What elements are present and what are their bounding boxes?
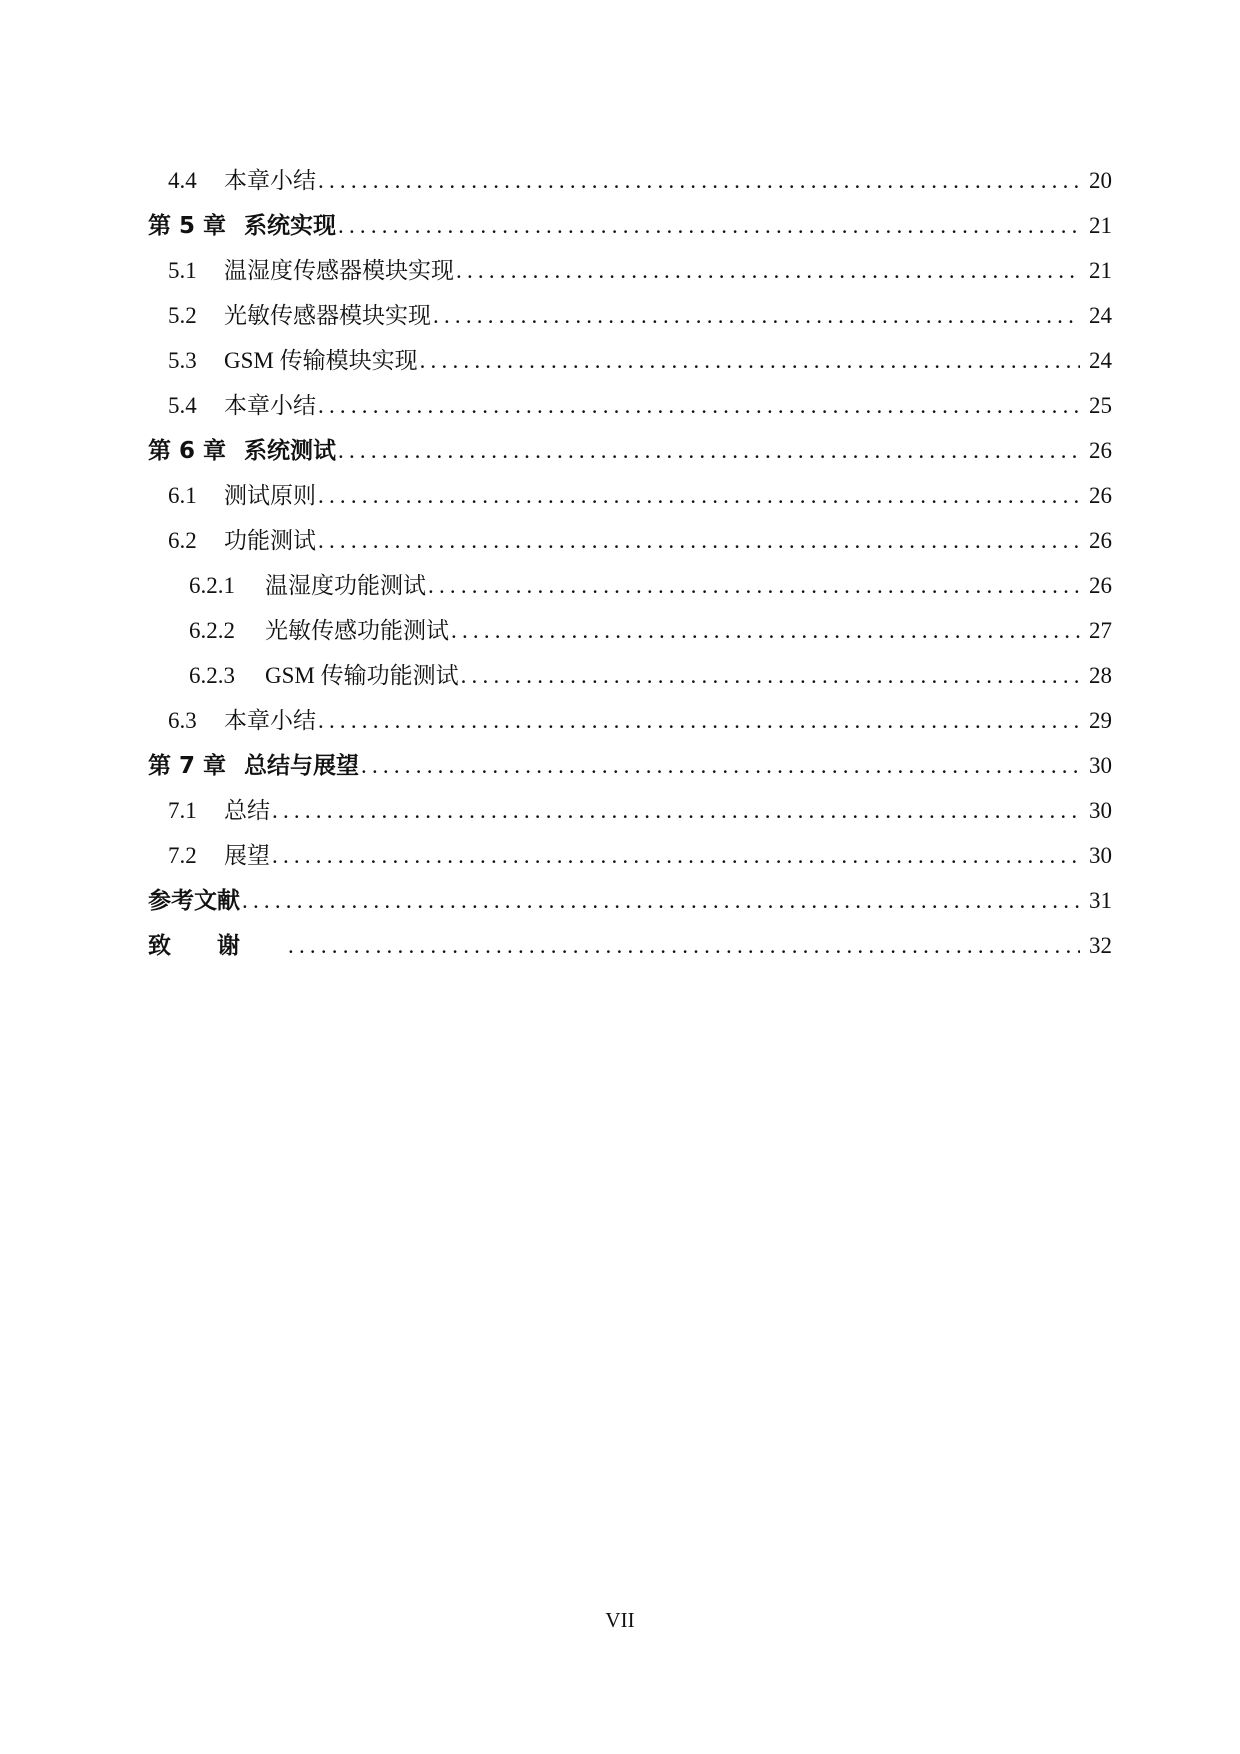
dot-leader xyxy=(318,383,1080,428)
toc-entry-page: 24 xyxy=(1089,348,1112,373)
dot-leader xyxy=(318,473,1080,518)
dot-leader xyxy=(272,788,1080,833)
toc-entry-title: GSM 传输功能测试 xyxy=(265,663,459,688)
toc-entry-title: 总结与展望 xyxy=(244,753,359,779)
toc-entry-number: 第 5 章 xyxy=(148,213,227,239)
dot-leader xyxy=(242,878,1080,923)
toc-entry-number: 5.4 xyxy=(168,393,197,418)
toc-entry-number: 6.2.2 xyxy=(189,618,235,643)
toc-entry[interactable] xyxy=(148,653,1112,698)
toc-entry-number: 4.4 xyxy=(168,168,197,193)
toc-entry[interactable] xyxy=(148,563,1112,608)
toc-entry[interactable] xyxy=(148,743,1112,788)
toc-entry-page: 28 xyxy=(1089,663,1112,688)
dot-leader xyxy=(288,923,1080,968)
toc-entry-title: 本章小结 xyxy=(224,168,316,193)
dot-leader xyxy=(428,563,1080,608)
dot-leader xyxy=(318,698,1080,743)
toc-entry[interactable] xyxy=(148,158,1112,203)
toc-entry[interactable] xyxy=(148,383,1112,428)
toc-entry-title: GSM 传输模块实现 xyxy=(224,348,418,373)
dot-leader xyxy=(451,608,1080,653)
toc-entry-number: 6.1 xyxy=(168,483,197,508)
toc-entry[interactable] xyxy=(148,878,1112,923)
toc-entry[interactable] xyxy=(148,203,1112,248)
toc-entry-page: 20 xyxy=(1089,168,1112,193)
toc-entry[interactable] xyxy=(148,698,1112,743)
toc-entry[interactable] xyxy=(148,248,1112,293)
toc-entry[interactable] xyxy=(148,473,1112,518)
dot-leader xyxy=(461,653,1080,698)
toc-entry-title: 测试原则 xyxy=(224,483,316,508)
toc-entry-number: 7.2 xyxy=(168,843,197,868)
toc-entry-number: 5.1 xyxy=(168,258,197,283)
toc-entry-page: 30 xyxy=(1089,753,1112,778)
toc-entry[interactable] xyxy=(148,923,1112,968)
table-of-contents xyxy=(148,158,1112,968)
toc-entry[interactable] xyxy=(148,788,1112,833)
toc-entry-number: 第 6 章 xyxy=(148,438,227,464)
toc-entry-number: 7.1 xyxy=(168,798,197,823)
toc-entry-title: 系统测试 xyxy=(244,438,336,464)
toc-entry[interactable] xyxy=(148,833,1112,878)
toc-entry-title: 参考文献 xyxy=(148,888,240,914)
toc-entry-title: 系统实现 xyxy=(244,213,336,239)
toc-entry-number: 5.2 xyxy=(168,303,197,328)
toc-entry-title: 总结 xyxy=(224,798,270,823)
toc-entry-page: 26 xyxy=(1089,438,1112,463)
toc-entry[interactable] xyxy=(148,518,1112,563)
toc-entry[interactable] xyxy=(148,293,1112,338)
dot-leader xyxy=(272,833,1080,878)
toc-entry[interactable] xyxy=(148,428,1112,473)
toc-entry-number: 5.3 xyxy=(168,348,197,373)
toc-entry-page: 25 xyxy=(1089,393,1112,418)
toc-entry-title: 本章小结 xyxy=(224,393,316,418)
toc-entry-title: 光敏传感功能测试 xyxy=(265,618,449,643)
toc-entry-title: 展望 xyxy=(224,843,270,868)
toc-entry-page: 24 xyxy=(1089,303,1112,328)
toc-entry-page: 30 xyxy=(1089,843,1112,868)
toc-entry-page: 26 xyxy=(1089,573,1112,598)
toc-entry-page: 27 xyxy=(1089,618,1112,643)
toc-entry-page: 21 xyxy=(1089,258,1112,283)
page-number: VII xyxy=(605,1608,635,1632)
toc-entry-page: 32 xyxy=(1089,933,1112,958)
toc-entry[interactable] xyxy=(148,608,1112,653)
toc-entry-number: 6.3 xyxy=(168,708,197,733)
toc-entry-page: 31 xyxy=(1089,888,1112,913)
toc-entry-title: 光敏传感器模块实现 xyxy=(224,303,431,328)
toc-entry-page: 29 xyxy=(1089,708,1112,733)
toc-entry-title: 温湿度功能测试 xyxy=(265,573,426,598)
dot-leader xyxy=(318,158,1080,203)
dot-leader xyxy=(420,338,1080,383)
dot-leader xyxy=(361,743,1080,788)
toc-entry-page: 26 xyxy=(1089,483,1112,508)
dot-leader xyxy=(338,203,1080,248)
dot-leader xyxy=(433,293,1080,338)
toc-entry-number: 第 7 章 xyxy=(148,753,227,779)
toc-entry-page: 21 xyxy=(1089,213,1112,238)
toc-entry[interactable] xyxy=(148,338,1112,383)
toc-entry-title: 致谢 xyxy=(148,933,286,959)
toc-entry-number: 6.2.1 xyxy=(189,573,235,598)
toc-entry-title: 本章小结 xyxy=(224,708,316,733)
dot-leader xyxy=(318,518,1080,563)
dot-leader xyxy=(456,248,1080,293)
dot-leader xyxy=(338,428,1080,473)
toc-entry-page: 30 xyxy=(1089,798,1112,823)
toc-entry-number: 6.2.3 xyxy=(189,663,235,688)
toc-entry-title: 功能测试 xyxy=(224,528,316,553)
toc-entry-title: 温湿度传感器模块实现 xyxy=(224,258,454,283)
toc-entry-page: 26 xyxy=(1089,528,1112,553)
toc-entry-number: 6.2 xyxy=(168,528,197,553)
